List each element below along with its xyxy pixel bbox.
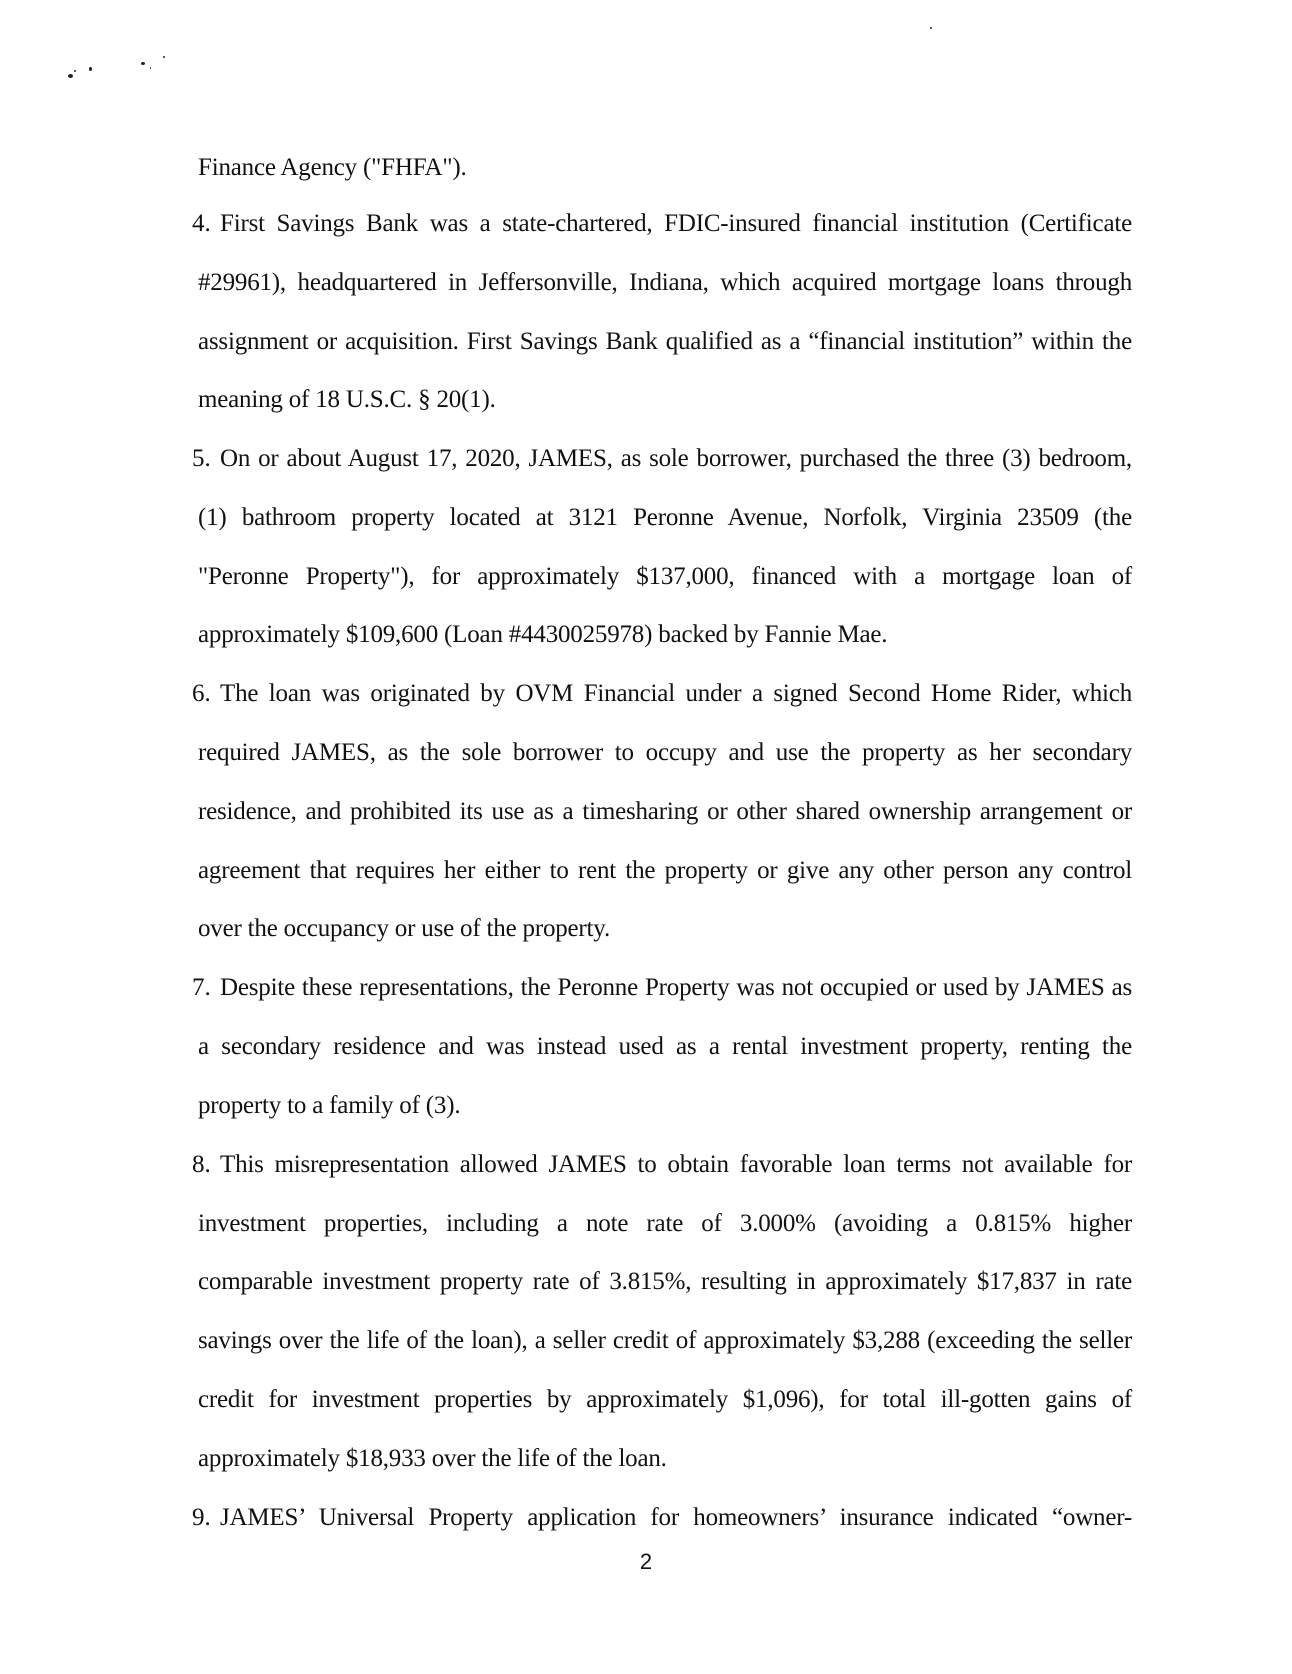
page-number: 2 — [639, 1549, 653, 1574]
paragraph-number: 7. — [192, 974, 211, 1001]
paragraph-4-line: meaning of 18 U.S.C. § 20(1). — [198, 386, 496, 413]
paragraph-6-line: residence, and prohibited its use as a timesharing or other shared ownership arrangement or — [198, 798, 1132, 825]
paragraph-5-line: "Peronne Property"), for approximately $137,000, financed with a mortgage loan of — [198, 563, 1132, 590]
scan-artifact — [150, 67, 151, 69]
paragraph-8-line: approximately $18,933 over the life of the loan. — [198, 1445, 667, 1472]
scan-artifact — [68, 74, 73, 78]
paragraph-number: 9. — [192, 1504, 211, 1531]
continuation-line: Finance Agency ("FHFA"). — [198, 154, 467, 181]
paragraph-5-line: approximately $109,600 (Loan #4430025978) backed by Fannie Mae. — [198, 621, 888, 648]
paragraph-5-line: (1) bathroom property located at 3121 Peronne Avenue, Norfolk, Virginia 23509 (the — [198, 504, 1132, 531]
paragraph-number: 5. — [192, 445, 211, 472]
paragraph-8-line: comparable investment property rate of 3.815%, resulting in approximately $17,837 in rate — [198, 1268, 1132, 1295]
paragraph-4-line: assignment or acquisition. First Savings Bank qualified as a “financial institution” within the — [198, 328, 1132, 355]
scan-artifact — [141, 62, 145, 65]
paragraph-8-line: investment properties, including a note rate of 3.000% (avoiding a 0.815% higher — [198, 1210, 1132, 1237]
paragraph-6-line: over the occupancy or use of the property. — [198, 915, 611, 942]
scan-artifact — [89, 67, 92, 71]
paragraph-8-line: savings over the life of the loan), a seller credit of approximately $3,288 (exceeding the seller — [198, 1327, 1132, 1354]
paragraph-6-line: agreement that requires her either to rent the property or give any other person any control — [198, 857, 1132, 884]
paragraph-number: 6. — [192, 680, 211, 707]
paragraph-8-line: This misrepresentation allowed JAMES to obtain favorable loan terms not available for — [220, 1151, 1132, 1178]
paragraph-number: 4. — [192, 210, 211, 237]
scan-artifact — [74, 70, 76, 72]
paragraph-number: 8. — [192, 1151, 211, 1178]
paragraph-5-line: On or about August 17, 2020, JAMES, as sole borrower, purchased the three (3) bedroom, — [220, 445, 1132, 472]
paragraph-4-line: First Savings Bank was a state-chartered, FDIC-insured financial institution (Certificate — [220, 210, 1132, 237]
paragraph-6-line: required JAMES, as the sole borrower to occupy and use the property as her secondary — [198, 739, 1132, 766]
paragraph-4-line: #29961), headquartered in Jeffersonville, Indiana, which acquired mortgage loans through — [198, 269, 1132, 296]
paragraph-8-line: credit for investment properties by approximately $1,096), for total ill-gotten gains of — [198, 1386, 1132, 1413]
paragraph-7-line: a secondary residence and was instead used as a rental investment property, renting the — [198, 1033, 1132, 1060]
paragraph-7-line: property to a family of (3). — [198, 1092, 461, 1119]
scan-artifact — [930, 27, 932, 29]
scan-artifact — [163, 56, 165, 58]
paragraph-6-line: The loan was originated by OVM Financial under a signed Second Home Rider, which — [220, 680, 1132, 707]
paragraph-9-line: JAMES’ Universal Property application for homeowners’ insurance indicated “owner- — [220, 1504, 1132, 1531]
paragraph-7-line: Despite these representations, the Peronne Property was not occupied or used by JAMES as — [220, 974, 1132, 1001]
